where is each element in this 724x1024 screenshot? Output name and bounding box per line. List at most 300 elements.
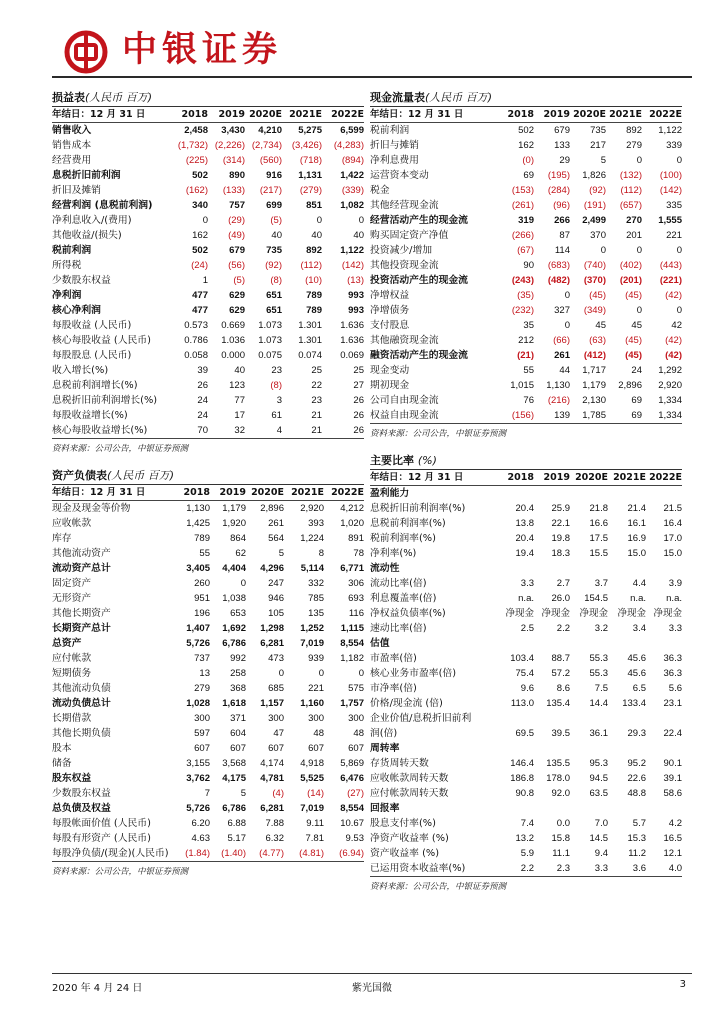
table-row — [52, 606, 364, 621]
cash-flow-section — [370, 89, 682, 439]
value-cell: 净现金 — [579, 608, 608, 619]
table-row — [370, 726, 682, 741]
value-cell: 69 — [523, 170, 534, 181]
value-cell: 0 — [636, 155, 642, 166]
table-row — [370, 756, 682, 771]
row-label: 估值 — [370, 638, 390, 649]
value-cell: 6.88 — [227, 818, 246, 829]
row-label: 流动负债总计 — [52, 698, 111, 709]
value-cell: 6,771 — [340, 563, 364, 574]
value-cell: 39 — [197, 365, 208, 376]
value-cell: 653 — [230, 608, 246, 619]
value-cell: (35) — [517, 290, 534, 301]
balance-sheet-section — [52, 467, 364, 877]
value-cell: 735 — [590, 125, 606, 136]
value-cell — [534, 741, 570, 756]
value-cell: 12.1 — [663, 848, 682, 859]
table-row — [370, 393, 682, 408]
value-cell: 1,015 — [510, 380, 534, 391]
value-cell: (1,732) — [177, 140, 208, 151]
value-cell: 26 — [353, 410, 364, 421]
value-cell: 4,918 — [300, 758, 324, 769]
value-cell: 1,224 — [300, 533, 324, 544]
value-cell: (560) — [259, 155, 282, 166]
value-cell: 477 — [192, 290, 208, 301]
value-cell: 699 — [266, 200, 282, 211]
value-cell: 1,422 — [340, 170, 364, 181]
table-row — [370, 651, 682, 666]
row-label: 现金及现金等价物 — [52, 503, 131, 514]
value-cell: 6,599 — [340, 125, 364, 136]
value-cell: 221 — [666, 230, 682, 241]
value-cell: 40 — [353, 230, 364, 241]
value-cell: (2,226) — [214, 140, 245, 151]
value-cell: (132) — [619, 170, 642, 181]
row-label: 收入增长(%) — [52, 365, 109, 376]
row-label: 净权益负债率(%) — [370, 608, 446, 619]
value-cell: 3,155 — [186, 758, 210, 769]
table-row — [370, 621, 682, 636]
row-label: 核心净利润 — [52, 305, 101, 316]
table-row — [52, 726, 364, 741]
value-cell: 737 — [194, 653, 210, 664]
year-header: 2019 — [534, 107, 570, 123]
table-row — [52, 621, 364, 636]
value-cell: 607 — [308, 743, 324, 754]
value-cell — [608, 486, 646, 502]
value-cell: 4,212 — [340, 503, 364, 514]
table-row — [370, 636, 682, 651]
table-row — [52, 408, 364, 423]
value-cell: 13.2 — [515, 833, 534, 844]
value-cell — [646, 801, 682, 816]
value-cell: 335 — [666, 200, 682, 211]
value-cell: (657) — [619, 200, 642, 211]
value-cell: (42) — [665, 350, 682, 361]
value-cell: (740) — [583, 260, 606, 271]
value-cell: 2.2 — [498, 861, 534, 877]
value-cell: (142) — [659, 185, 682, 196]
table-row — [52, 756, 364, 771]
value-cell: 61 — [271, 410, 282, 421]
value-cell: 564 — [268, 533, 284, 544]
value-cell: 40 — [271, 230, 282, 241]
value-cell: 17.0 — [663, 533, 682, 544]
value-cell: 8,554 — [340, 803, 364, 814]
value-cell: 3 — [276, 395, 282, 406]
value-cell: 15.5 — [589, 548, 608, 559]
year-header: 2022E — [646, 470, 682, 486]
value-cell: 135.4 — [546, 698, 570, 709]
value-cell: 327 — [554, 305, 570, 316]
value-cell: 993 — [348, 305, 364, 316]
year-header: 2021E — [284, 485, 324, 501]
row-label: 购买固定资产净值 — [370, 230, 449, 241]
year-header: 2018 — [172, 107, 208, 123]
value-cell: 5,869 — [340, 758, 364, 769]
table-row — [370, 333, 682, 348]
cashflow-source-note: 资料来源：公司公告，中银证券预测 — [370, 429, 507, 439]
table-row — [52, 348, 364, 363]
value-cell: (96) — [553, 200, 570, 211]
table-row — [52, 168, 364, 183]
value-cell: 114 — [554, 245, 570, 256]
value-cell — [608, 561, 646, 576]
value-cell: 2,458 — [184, 125, 208, 136]
value-cell: 95.2 — [627, 758, 646, 769]
value-cell: 789 — [306, 305, 322, 316]
value-cell: 39.5 — [551, 728, 570, 739]
value-cell: 24 — [631, 365, 642, 376]
value-cell: 178.0 — [546, 773, 570, 784]
table-row — [52, 636, 364, 651]
value-cell — [498, 801, 534, 816]
value-cell: 1,179 — [222, 503, 246, 514]
value-cell: 5,525 — [300, 773, 324, 784]
table-row — [52, 546, 364, 561]
value-cell: 62 — [235, 548, 246, 559]
year-header: 2020E — [570, 470, 608, 486]
value-cell: 77 — [234, 395, 245, 406]
table-row — [370, 363, 682, 378]
value-cell: 4,174 — [260, 758, 284, 769]
year-header: 2021E — [608, 470, 646, 486]
value-cell: 8.6 — [556, 683, 570, 694]
value-cell: 1,182 — [340, 653, 364, 664]
value-cell — [608, 711, 646, 726]
table-row — [52, 666, 364, 681]
value-cell: 607 — [348, 743, 364, 754]
row-label: 每股净负债/(现金)(人民币) — [52, 846, 174, 862]
table-row — [52, 378, 364, 393]
table-row — [370, 696, 682, 711]
row-label: 其他长期资产 — [52, 608, 111, 619]
value-cell: (314) — [222, 155, 245, 166]
cashflow-table — [370, 107, 682, 424]
table-row — [52, 228, 364, 243]
value-cell: 319 — [518, 215, 534, 226]
table-header-row — [52, 485, 364, 501]
value-cell: (412) — [583, 350, 606, 361]
row-label: 润(倍) — [370, 728, 398, 739]
value-cell: 10.67 — [340, 818, 364, 829]
value-cell: 7.4 — [520, 818, 534, 829]
value-cell: 16.6 — [589, 518, 608, 529]
value-cell: 14.4 — [589, 698, 608, 709]
value-cell: 27 — [353, 380, 364, 391]
table-row — [52, 183, 364, 198]
value-cell: 502 — [518, 125, 534, 136]
value-cell: 90.1 — [663, 758, 682, 769]
row-label: 其他流动负债 — [52, 683, 111, 694]
value-cell: 5,726 — [186, 803, 210, 814]
value-cell: 3.3 — [520, 578, 534, 589]
value-cell: 1,115 — [340, 623, 364, 634]
value-cell: 851 — [306, 200, 322, 211]
value-cell: 14.5 — [589, 833, 608, 844]
table-row — [370, 561, 682, 576]
value-cell: 29 — [559, 155, 570, 166]
value-cell: 864 — [230, 533, 246, 544]
value-cell: 679 — [554, 125, 570, 136]
value-cell: 607 — [194, 743, 210, 754]
value-cell: 2,920 — [300, 503, 324, 514]
value-cell: 597 — [194, 728, 210, 739]
row-label: 每股有形资产 (人民币) — [52, 833, 151, 844]
value-cell: 78 — [353, 548, 364, 559]
value-cell: 0 — [358, 215, 364, 226]
row-label: 权益自由现金流 — [370, 408, 500, 424]
value-cell: 5.7 — [632, 818, 646, 829]
value-cell — [498, 741, 534, 756]
value-cell: 0 — [636, 245, 642, 256]
value-cell: (45) — [625, 350, 642, 361]
value-cell: (24) — [191, 260, 208, 271]
value-cell: (142) — [341, 260, 364, 271]
value-cell: (4.77) — [246, 846, 284, 862]
year-header: 2020E — [246, 485, 284, 501]
value-cell: 332 — [308, 578, 324, 589]
value-cell: (4,283) — [333, 140, 364, 151]
value-cell: 393 — [308, 518, 324, 529]
row-label: 净资产收益率 (%) — [370, 833, 449, 844]
value-cell: 607 — [230, 743, 246, 754]
value-cell: 16.1 — [627, 518, 646, 529]
table-row — [370, 183, 682, 198]
value-cell: 1.073 — [258, 320, 282, 331]
value-cell: (2,734) — [251, 140, 282, 151]
value-cell: 0.069 — [340, 350, 364, 361]
value-cell: 5.6 — [668, 683, 682, 694]
value-cell: 0 — [278, 668, 284, 679]
row-label: 应收帐款周转天数 — [370, 773, 449, 784]
year-header: 2018 — [500, 107, 534, 123]
value-cell: 116 — [348, 608, 364, 619]
value-cell: 0 — [564, 290, 570, 301]
value-cell: 19.8 — [551, 533, 570, 544]
value-cell: 247 — [268, 578, 284, 589]
table-row — [370, 228, 682, 243]
table-row — [52, 213, 364, 228]
value-cell: 0 — [676, 155, 682, 166]
value-cell: 5,726 — [186, 638, 210, 649]
value-cell: 3.3 — [668, 623, 682, 634]
value-cell: (1.84) — [174, 846, 210, 862]
value-cell: 17.5 — [589, 533, 608, 544]
table-row — [52, 711, 364, 726]
row-label: 其他经营现金流 — [370, 200, 439, 211]
value-cell: 0 — [318, 668, 324, 679]
value-cell: 916 — [266, 170, 282, 181]
value-cell: 44 — [559, 365, 570, 376]
value-cell: 55 — [199, 548, 210, 559]
value-cell: 1.636 — [340, 320, 364, 331]
value-cell: 净现金 — [653, 608, 682, 619]
value-cell: 4 — [245, 423, 282, 439]
cash-flow-title: 现金流量表(人民币 百万) — [370, 89, 682, 107]
year-end-label: 年结日：12 月 31 日 — [52, 107, 172, 123]
value-cell: 9.11 — [306, 818, 324, 829]
value-cell: (349) — [583, 305, 606, 316]
value-cell: (0) — [522, 155, 534, 166]
income-table — [52, 107, 364, 439]
value-cell: 4,296 — [260, 563, 284, 574]
value-cell: 36.1 — [589, 728, 608, 739]
value-cell: 370 — [590, 230, 606, 241]
row-label: 净增权益 — [370, 290, 410, 301]
value-cell: (232) — [511, 305, 534, 316]
value-cell: 693 — [348, 593, 364, 604]
table-row — [52, 846, 364, 862]
value-cell: 217 — [590, 140, 606, 151]
value-cell: 892 — [626, 125, 642, 136]
value-cell — [534, 711, 570, 726]
value-cell: 892 — [306, 245, 322, 256]
table-row — [52, 138, 364, 153]
table-row — [370, 816, 682, 831]
value-cell: 0.0 — [556, 818, 570, 829]
value-cell: 0 — [636, 305, 642, 316]
row-label: 税金 — [370, 185, 390, 196]
value-cell: 94.5 — [589, 773, 608, 784]
value-cell: 300 — [194, 713, 210, 724]
value-cell: 266 — [554, 215, 570, 226]
row-label: 储备 — [52, 758, 72, 769]
value-cell: 32 — [208, 423, 245, 439]
value-cell: 113.0 — [510, 698, 534, 709]
value-cell: 4,404 — [222, 563, 246, 574]
value-cell: (13) — [347, 275, 364, 286]
value-cell: (42) — [665, 290, 682, 301]
value-cell: 6.20 — [191, 818, 210, 829]
row-label: 税前利润率(%) — [370, 533, 436, 544]
table-row — [52, 531, 364, 546]
value-cell: 58.6 — [663, 788, 682, 799]
table-row — [370, 666, 682, 681]
value-cell: 0.075 — [258, 350, 282, 361]
value-cell: 55.3 — [589, 668, 608, 679]
value-cell: 1,334 — [642, 408, 682, 424]
value-cell: 11.1 — [552, 848, 570, 859]
table-row — [370, 288, 682, 303]
value-cell: (243) — [511, 275, 534, 286]
value-cell: 69 — [606, 408, 642, 424]
row-label: 期初现金 — [370, 380, 410, 391]
value-cell: 196 — [194, 608, 210, 619]
table-row — [52, 123, 364, 139]
value-cell: 2,130 — [582, 395, 606, 406]
value-cell: (67) — [517, 245, 534, 256]
value-cell: 7,019 — [300, 638, 324, 649]
value-cell: 1,555 — [658, 215, 682, 226]
row-label: 总负债及权益 — [52, 803, 111, 814]
year-header: 2019 — [208, 107, 245, 123]
value-cell: 279 — [626, 140, 642, 151]
value-cell: 0 — [240, 578, 246, 589]
table-row — [370, 408, 682, 424]
value-cell: (56) — [228, 260, 245, 271]
value-cell: 1.301 — [298, 320, 322, 331]
row-label: 每股收益 (人民币) — [52, 320, 132, 331]
key-ratios-section — [370, 452, 682, 892]
value-cell: 3,762 — [186, 773, 210, 784]
value-cell: (156) — [500, 408, 534, 424]
page-header — [52, 26, 692, 78]
value-cell: 0.669 — [221, 320, 245, 331]
value-cell: 42 — [671, 320, 682, 331]
value-cell: 0 — [202, 215, 208, 226]
value-cell: 22 — [311, 380, 322, 391]
table-row — [370, 138, 682, 153]
value-cell: 1,179 — [582, 380, 606, 391]
value-cell: (482) — [547, 275, 570, 286]
value-cell: 1,692 — [222, 623, 246, 634]
value-cell: 7.81 — [305, 833, 324, 844]
value-cell: 1,826 — [582, 170, 606, 181]
row-label: 运营资本变动 — [370, 170, 429, 181]
value-cell: (5) — [233, 275, 245, 286]
table-row — [52, 681, 364, 696]
year-header: 2018 — [498, 470, 534, 486]
table-row — [52, 363, 364, 378]
value-cell: 0.074 — [298, 350, 322, 361]
row-label: 固定资产 — [52, 578, 92, 589]
table-row — [370, 771, 682, 786]
value-cell: 70 — [172, 423, 208, 439]
value-cell: 135 — [308, 608, 324, 619]
value-cell: (339) — [341, 185, 364, 196]
value-cell: 221 — [308, 683, 324, 694]
value-cell: 13 — [199, 668, 210, 679]
table-row — [52, 741, 364, 756]
row-label: 已运用资本收益率(%) — [370, 861, 498, 877]
value-cell: 4,175 — [222, 773, 246, 784]
year-header: 2019 — [210, 485, 246, 501]
value-cell: 261 — [554, 350, 570, 361]
table-row — [52, 786, 364, 801]
value-cell: (63) — [589, 335, 606, 346]
table-row — [370, 348, 682, 363]
value-cell: 133 — [554, 140, 570, 151]
company-name: 紫光国微 — [352, 983, 392, 994]
value-cell — [570, 741, 608, 756]
value-cell: 7,019 — [300, 803, 324, 814]
value-cell: (191) — [583, 200, 606, 211]
value-cell: 39.1 — [663, 773, 682, 784]
table-row — [52, 801, 364, 816]
value-cell: 15.8 — [551, 833, 570, 844]
value-cell: (6.94) — [324, 846, 364, 862]
value-cell: 1,785 — [570, 408, 606, 424]
value-cell: 212 — [518, 335, 534, 346]
value-cell: 992 — [230, 653, 246, 664]
value-cell: 7.0 — [594, 818, 608, 829]
value-cell: 139 — [534, 408, 570, 424]
value-cell — [498, 561, 534, 576]
value-cell: 23.1 — [663, 698, 682, 709]
value-cell: 25 — [353, 365, 364, 376]
ratios-table — [370, 470, 682, 877]
value-cell: (27) — [347, 788, 364, 799]
row-label: 少数股东权益 — [52, 788, 111, 799]
value-cell: (21) — [517, 350, 534, 361]
value-cell: 6,281 — [260, 803, 284, 814]
page-footer — [52, 973, 692, 995]
table-row — [370, 711, 682, 726]
row-label: 每股收益增长(%) — [52, 410, 128, 421]
row-label: 周转率 — [370, 743, 400, 754]
value-cell: 4,781 — [260, 773, 284, 784]
